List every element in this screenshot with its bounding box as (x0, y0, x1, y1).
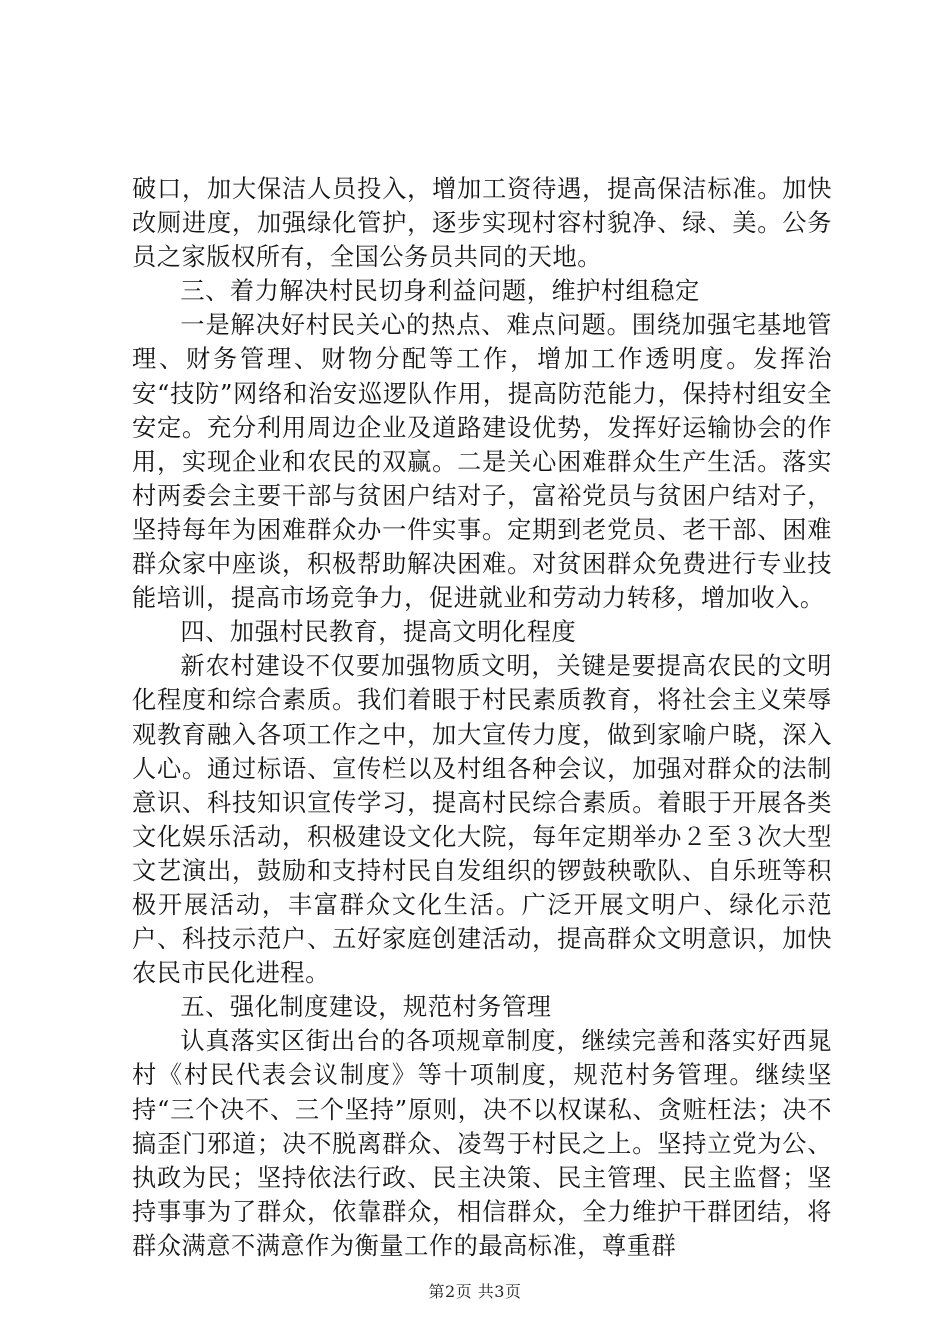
paragraph-continued: 破口，加大保洁人员投入，增加工资待遇，提高保洁标准。加快改厕进度，加强绿化管护，逐步实现村容村貌净、绿、美。公务员之家版权所有，全国公务员共同的天地。 (132, 175, 832, 272)
paragraph-section-three: 一是解决好村民关心的热点、难点问题。围绕加强宅基地管理、财务管理、财物分配等工作，增加工作透明度。发挥治安“技防”网络和治安巡逻队作用，提高防范能力，保持村组安全安定。充分利用周边企业及道路建设优势，发挥好运输协会的作用，实现企业和农民的双赢。二是关心困难群众生产生活。落实村两委会主要干部与贫困户结对子，富裕党员与贫困户结对子，坚持每年为困难群众办一件实事。定期到老党员、老干部、困难群众家中座谈，积极帮助解决困难。对贫困群众免费进行专业技能培训，提高市场竞争力，促进就业和劳动力转移，增加收入。 (132, 311, 832, 613)
paragraph-section-five: 认真落实区街出台的各项规章制度，继续完善和落实好西晁村《村民代表会议制度》等十项制度，规范村务管理。继续坚持“三个决不、三个坚持”原则，决不以权谋私、贪赃枉法；决不搞歪门邪道；决不脱离群众、凌驾于村民之上。坚持立党为公、执政为民；坚持依法行政、民主决策、民主管理、民主监督；坚持事事为了群众，依靠群众，相信群众，全力维护干群团结，将群众满意不满意作为衡量工作的最高标准，尊重群 (132, 1027, 832, 1260)
page-number-footer: 第2页 共3页 (428, 1282, 522, 1301)
document-body (132, 172, 832, 1263)
section-heading-four: 四、加强村民教育，提高文明化程度 (180, 618, 577, 647)
section-heading-five: 五、强化制度建设，规范村务管理 (180, 993, 552, 1022)
section-heading-three: 三、着力解决村民切身利益问题，维护村组稳定 (180, 277, 700, 306)
paragraph-section-four: 新农村建设不仅要加强物质文明，关键是要提高农民的文明化程度和综合素质。我们着眼于村民素质教育，将社会主义荣辱观教育融入各项工作之中，加大宣传力度，做到家喻户晓，深入人心。通过标语、宣传栏以及村组各种会议，加强对群众的法制意识、科技知识宣传学习，提高村民综合素质。着眼于开展各类文化娱乐活动，积极建设文化大院，每年定期举办２至３次大型文艺演出，鼓励和支持村民自发组织的锣鼓秧歌队、自乐班等积极开展活动，丰富群众文化生活。广泛开展文明户、绿化示范户、科技示范户、五好家庭创建活动，提高群众文明意识，加快农民市民化进程。 (132, 652, 832, 988)
